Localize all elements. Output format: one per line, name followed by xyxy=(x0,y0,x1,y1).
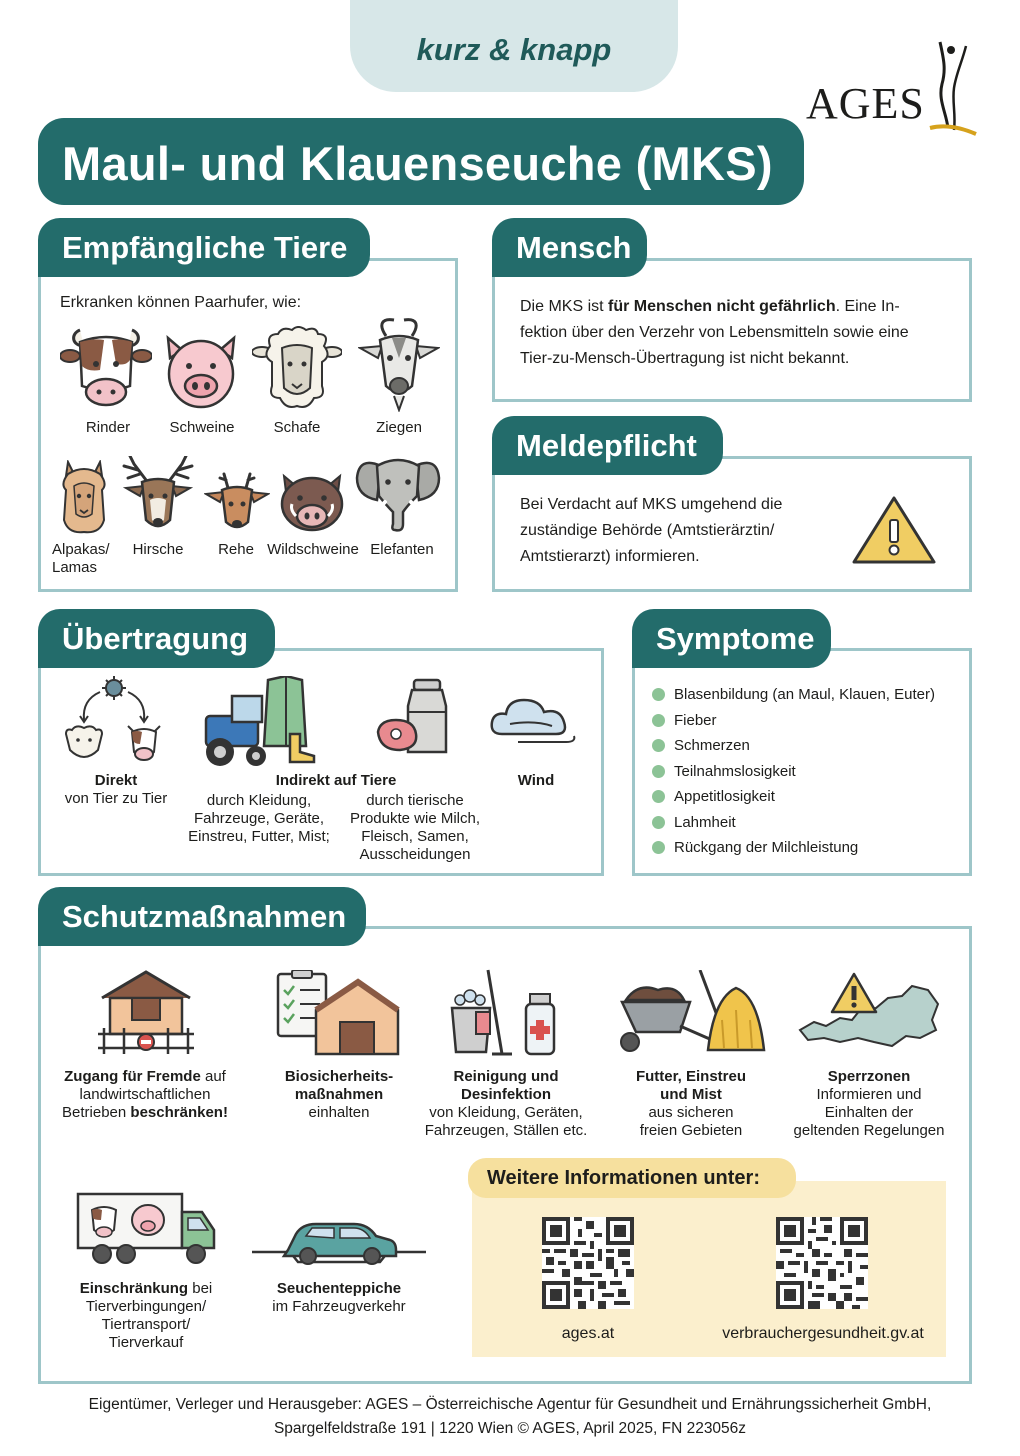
direkt-sub: von Tier zu Tier xyxy=(64,790,168,807)
animal-label-alpakas-line2: Lamas xyxy=(52,559,98,576)
indirekt-a-line1: durch Kleidung, xyxy=(206,792,312,809)
car-disinfection-mat-icon xyxy=(250,1216,428,1268)
schutz-m1-text3: Betrieben xyxy=(62,1104,131,1121)
schutz-m4-bold1: Futter, Einstreu xyxy=(635,1068,747,1085)
cow-icon xyxy=(60,320,152,412)
schutz-m2-label xyxy=(262,1068,416,1122)
symptome-list xyxy=(652,682,935,861)
bullet-dot-icon xyxy=(652,765,665,778)
mensch-heading: Mensch xyxy=(492,218,647,277)
direkt-title: Direkt xyxy=(94,772,138,789)
symptom-item xyxy=(652,784,935,810)
mensch-text xyxy=(520,294,960,372)
symptom-item xyxy=(652,759,935,785)
mensch-text-line2: fektion über den Verzehr von Lebensmitteln sowie eine xyxy=(520,324,909,341)
mensch-text-bold: für Menschen nicht gefährlich xyxy=(608,298,836,315)
schutz-m6-text1: bei xyxy=(188,1280,213,1297)
mensch-text-line3: Tier-zu-Mensch-Übertragung ist nicht bekannt. xyxy=(520,350,850,367)
indirekt-title: Indirekt auf Tiere xyxy=(275,772,397,789)
uebertragung-heading: Übertragung xyxy=(38,609,275,668)
schutz-m7-label xyxy=(256,1280,422,1316)
schutz-m1-bold1: Zugang für Fremde xyxy=(64,1068,201,1085)
bullet-dot-icon xyxy=(652,688,665,701)
indirekt-a-line2: Fahrzeuge, Geräte, xyxy=(193,810,325,827)
symptom-item xyxy=(652,810,935,836)
symptom-text: Rückgang der Milchleistung xyxy=(674,839,859,856)
schutz-m3-text4: Fahrzeugen, Ställen etc. xyxy=(424,1122,588,1139)
qr-code-verbrauchergesundheit-icon[interactable] xyxy=(776,1217,868,1309)
stag-icon xyxy=(120,456,196,534)
symptom-item xyxy=(652,708,935,734)
wind-title: Wind xyxy=(517,772,555,789)
page-title: Maul- und Klauenseuche (MKS) xyxy=(62,137,773,190)
schutz-m5-text3: Einhalten der xyxy=(824,1104,914,1121)
symptom-text: Teilnahmslosigkeit xyxy=(674,762,796,780)
animal-label-alpakas-line1: Alpakas/ xyxy=(52,541,110,558)
info-link-ages[interactable]: ages.at xyxy=(561,1325,615,1342)
tractor-clothing-icon xyxy=(202,676,320,768)
info-heading-pill xyxy=(468,1158,796,1198)
symptom-item xyxy=(652,733,935,759)
indirekt-b xyxy=(340,792,490,864)
schutz-m7-text2: im Fahrzeugverkehr xyxy=(272,1298,406,1315)
footer-line1: Eigentümer, Verleger und Herausgeber: AGES – Österreichische Agentur für Gesundheit und Ernährungssicherheit GmbH, xyxy=(88,1396,932,1413)
sheep-icon xyxy=(252,326,342,412)
header-tab xyxy=(350,0,678,92)
symptom-text: Appetitlosigkeit xyxy=(674,788,775,805)
mensch-text-post: . Eine In- xyxy=(835,298,900,315)
alpaca-icon xyxy=(60,460,108,534)
animal-truck-icon xyxy=(74,1190,216,1266)
page-title-banner xyxy=(38,118,804,205)
symptom-text: Fieber xyxy=(674,711,717,729)
schutz-m6-bold1: Einschränkung xyxy=(79,1280,189,1297)
animal-label-hirsche: Hirsche xyxy=(132,541,184,558)
animal-label-ziegen: Ziegen xyxy=(376,419,422,436)
logo-figure-icon xyxy=(806,40,982,140)
wind-cloud-icon xyxy=(490,694,580,750)
schutz-m2-bold2: maßnahmen xyxy=(294,1086,384,1103)
schutz-m3-label xyxy=(420,1068,592,1140)
wheelbarrow-hay-icon xyxy=(618,970,768,1056)
pig-icon xyxy=(160,334,242,412)
footer-line2: Spargelfeldstraße 191 | 1220 Wien © AGES, April 2025, FN 223056z xyxy=(273,1420,747,1437)
schutz-m6-text3: Tiertransport/ xyxy=(101,1316,191,1333)
symptom-item xyxy=(652,682,935,708)
schutz-m4-text4: freien Gebieten xyxy=(639,1122,743,1139)
wild-boar-icon xyxy=(278,470,346,534)
qr-code-ages-icon[interactable] xyxy=(542,1217,634,1309)
symptom-text: Schmerzen xyxy=(674,737,750,754)
indirekt-a xyxy=(180,792,338,846)
meldepflicht-line1: Bei Verdacht auf MKS umgehend die xyxy=(520,496,783,513)
barn-restricted-icon xyxy=(96,968,196,1056)
animal-label-rehe: Rehe xyxy=(218,541,254,558)
schutz-m7-bold1: Seuchenteppiche xyxy=(276,1280,402,1297)
bullet-dot-icon xyxy=(652,841,665,854)
animal-label-wildschweine: Wildschweine xyxy=(267,541,359,558)
animal-label-elefanten: Elefanten xyxy=(370,541,434,558)
schutz-m2-text3: einhalten xyxy=(308,1104,370,1121)
schutz-m1-text1: auf xyxy=(200,1068,226,1085)
ages-logo xyxy=(806,40,982,140)
animal-label-schafe: Schafe xyxy=(273,419,321,436)
mensch-text-pre: Die MKS ist xyxy=(520,298,609,315)
goat-icon xyxy=(358,318,440,412)
schutz-m6-text4: Tierverkauf xyxy=(108,1334,184,1351)
schutz-m5-label xyxy=(784,1068,954,1140)
schutz-m2-bold1: Biosicherheits- xyxy=(284,1068,394,1085)
animal-label-rinder: Rinder xyxy=(85,419,131,436)
direct-transmission-icon xyxy=(62,674,166,768)
tiere-intro: Erkranken können Paarhufer, wie: xyxy=(60,294,302,311)
indirekt-b-line3: Fleisch, Samen, xyxy=(361,828,469,845)
schutz-m5-bold1: Sperrzonen xyxy=(827,1068,911,1085)
schutz-m5-text4: geltenden Regelungen xyxy=(793,1122,945,1139)
schutz-m3-text3: von Kleidung, Geräten, xyxy=(429,1104,583,1121)
schutz-m6-label xyxy=(66,1280,226,1352)
schutz-m6-text2: Tierverbingungen/ xyxy=(85,1298,207,1315)
logo-text: AGES xyxy=(806,79,925,128)
symptome-heading: Symptome xyxy=(632,609,831,668)
symptom-item xyxy=(652,835,935,861)
warning-icon xyxy=(850,494,938,566)
milk-meat-icon xyxy=(374,676,460,762)
elephant-icon xyxy=(355,452,441,534)
animal-label-schweine: Schweine xyxy=(169,419,235,436)
info-link-verbrauchergesundheit[interactable]: verbrauchergesundheit.gv.at xyxy=(722,1325,924,1342)
schutz-m1-text2: landwirtschaftlichen xyxy=(79,1086,211,1103)
schutz-m1-label xyxy=(52,1068,238,1122)
tiere-heading: Empfängliche Tiere xyxy=(38,218,370,277)
roe-deer-icon xyxy=(204,470,270,534)
checklist-barn-icon xyxy=(276,970,400,1058)
meldepflicht-line3: Amtstierarzt) informieren. xyxy=(520,548,700,565)
indirekt-a-line3: Einstreu, Futter, Mist; xyxy=(188,828,330,845)
schutz-m1-bold3: beschränken! xyxy=(130,1104,228,1121)
indirekt-b-line2: Produkte wie Milch, xyxy=(349,810,481,827)
symptom-text: Blasenbildung (an Maul, Klauen, Euter) xyxy=(674,686,935,703)
bullet-dot-icon xyxy=(652,714,665,727)
bullet-dot-icon xyxy=(652,739,665,752)
animal-label-alpakas xyxy=(52,541,120,577)
cleaning-disinfection-icon xyxy=(446,968,566,1056)
schutz-heading: Schutzmaßnahmen xyxy=(38,887,366,946)
schutz-m3-bold1: Reinigung und xyxy=(453,1068,559,1085)
footer-imprint xyxy=(0,1393,1020,1441)
bullet-dot-icon xyxy=(652,790,665,803)
schutz-m3-bold2: Desinfektion xyxy=(460,1086,551,1103)
meldepflicht-heading: Meldepflicht xyxy=(492,416,723,475)
info-heading: Weitere Informationen unter: xyxy=(487,1167,760,1189)
meldepflicht-line2: zuständige Behörde (Amtstierärztin/ xyxy=(520,522,775,539)
symptom-text: Lahmheit xyxy=(674,813,736,831)
schutz-m5-text2: Informieren und xyxy=(816,1086,922,1103)
schutz-m4-label xyxy=(618,1068,764,1140)
bullet-dot-icon xyxy=(652,816,665,829)
header-tab-label: kurz & knapp xyxy=(416,32,612,67)
indirekt-b-line1: durch tierische xyxy=(366,792,464,809)
meldepflicht-text xyxy=(520,492,840,570)
schutz-m4-bold2: und Mist xyxy=(660,1086,722,1103)
austria-map-warning-icon xyxy=(796,968,942,1056)
direkt-label xyxy=(54,772,178,808)
indirekt-b-line4: Ausscheidungen xyxy=(359,846,471,863)
schutz-m4-text3: aus sicheren xyxy=(648,1104,734,1121)
